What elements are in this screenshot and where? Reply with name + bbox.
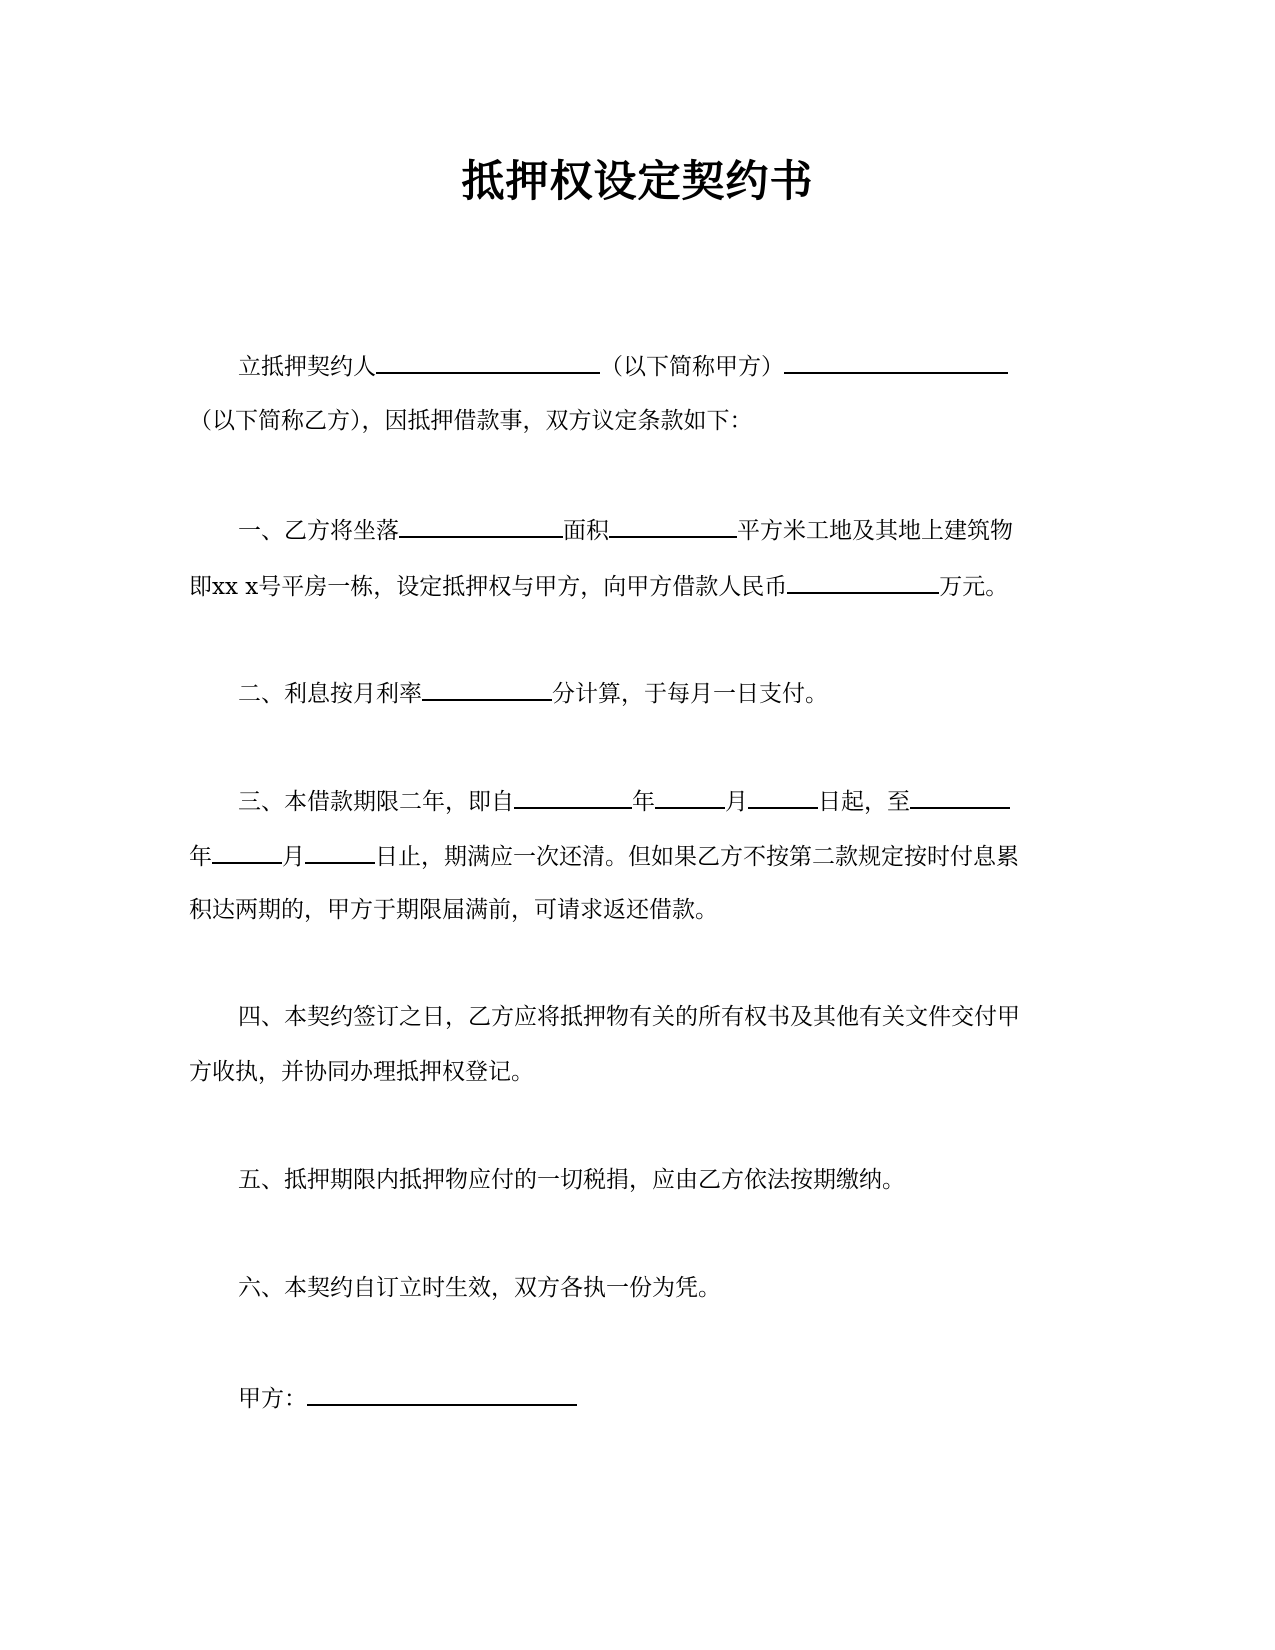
area-blank[interactable]: [609, 514, 737, 538]
clause-text: 分计算，于每月一日支付。: [552, 681, 828, 707]
clause-4-line-1: [238, 1002, 1020, 1032]
start-month-blank[interactable]: [655, 785, 725, 809]
clause-text: 五、抵押期限内抵押物应付的一切税捐，应由乙方依法按期缴纳。: [238, 1167, 905, 1193]
start-day-blank[interactable]: [748, 785, 818, 809]
party-a-name-blank[interactable]: [376, 350, 600, 374]
clause-text: 年: [632, 789, 655, 815]
clause-1-line-2: [189, 570, 1008, 602]
clause-1-line-1: [238, 514, 1013, 546]
clause-5-line-1: [238, 1165, 905, 1195]
clause-text: 年: [189, 844, 212, 870]
party-b-name-blank[interactable]: [784, 350, 1008, 374]
preamble-text: （以下简称甲方）: [600, 354, 784, 380]
clause-text: 面积: [563, 518, 609, 544]
clause-text: 三、本借款期限二年，即自: [238, 789, 514, 815]
start-year-blank[interactable]: [514, 785, 632, 809]
clause-6-line-1: [238, 1273, 721, 1303]
signature-party-a: [238, 1382, 577, 1414]
end-month-blank[interactable]: [212, 840, 282, 864]
loan-amount-blank[interactable]: [787, 570, 939, 594]
clause-text: 方收执，并协同办理抵押权登记。: [189, 1059, 534, 1085]
clause-text: 六、本契约自订立时生效，双方各执一份为凭。: [238, 1275, 721, 1301]
clause-text: 积达两期的，甲方于期限届满前，可请求返还借款。: [189, 897, 718, 923]
clause-text: 月: [725, 789, 748, 815]
interest-rate-blank[interactable]: [422, 677, 552, 701]
clause-text: 日起，至: [818, 789, 910, 815]
preamble-text: 立抵押契约人: [238, 354, 376, 380]
clause-text: 一、乙方将坐落: [238, 518, 399, 544]
clause-3-line-1: [238, 785, 1010, 817]
signature-label: 甲方：: [238, 1386, 307, 1412]
clause-text: 二、利息按月利率: [238, 681, 422, 707]
end-day-blank[interactable]: [305, 840, 375, 864]
location-blank[interactable]: [399, 514, 563, 538]
clause-3-line-2: [189, 840, 1019, 872]
document-title: 抵押权设定契约书: [461, 157, 814, 207]
clause-text: 万元。: [939, 574, 1009, 600]
clause-4-line-2: [189, 1057, 534, 1087]
preamble-text: （以下简称乙方），因抵押借款事，双方议定条款如下：: [189, 408, 753, 434]
party-a-signature-blank[interactable]: [307, 1382, 577, 1406]
clause-3-line-3: [189, 895, 718, 925]
clause-text: 月: [282, 844, 305, 870]
clause-2-line-1: [238, 677, 828, 709]
clause-text: 日止，期满应一次还清。但如果乙方不按第二款规定按时付息累: [375, 844, 1019, 870]
clause-text: 四、本契约签订之日，乙方应将抵押物有关的所有权书及其他有关文件交付甲: [238, 1004, 1020, 1030]
clause-text: 即xx x号平房一栋，设定抵押权与甲方，向甲方借款人民币: [189, 574, 788, 600]
preamble-line-2: [189, 406, 753, 436]
end-year-blank[interactable]: [910, 785, 1010, 809]
preamble-line-1: [238, 350, 1008, 382]
clause-text: 平方米工地及其地上建筑物: [737, 518, 1013, 544]
